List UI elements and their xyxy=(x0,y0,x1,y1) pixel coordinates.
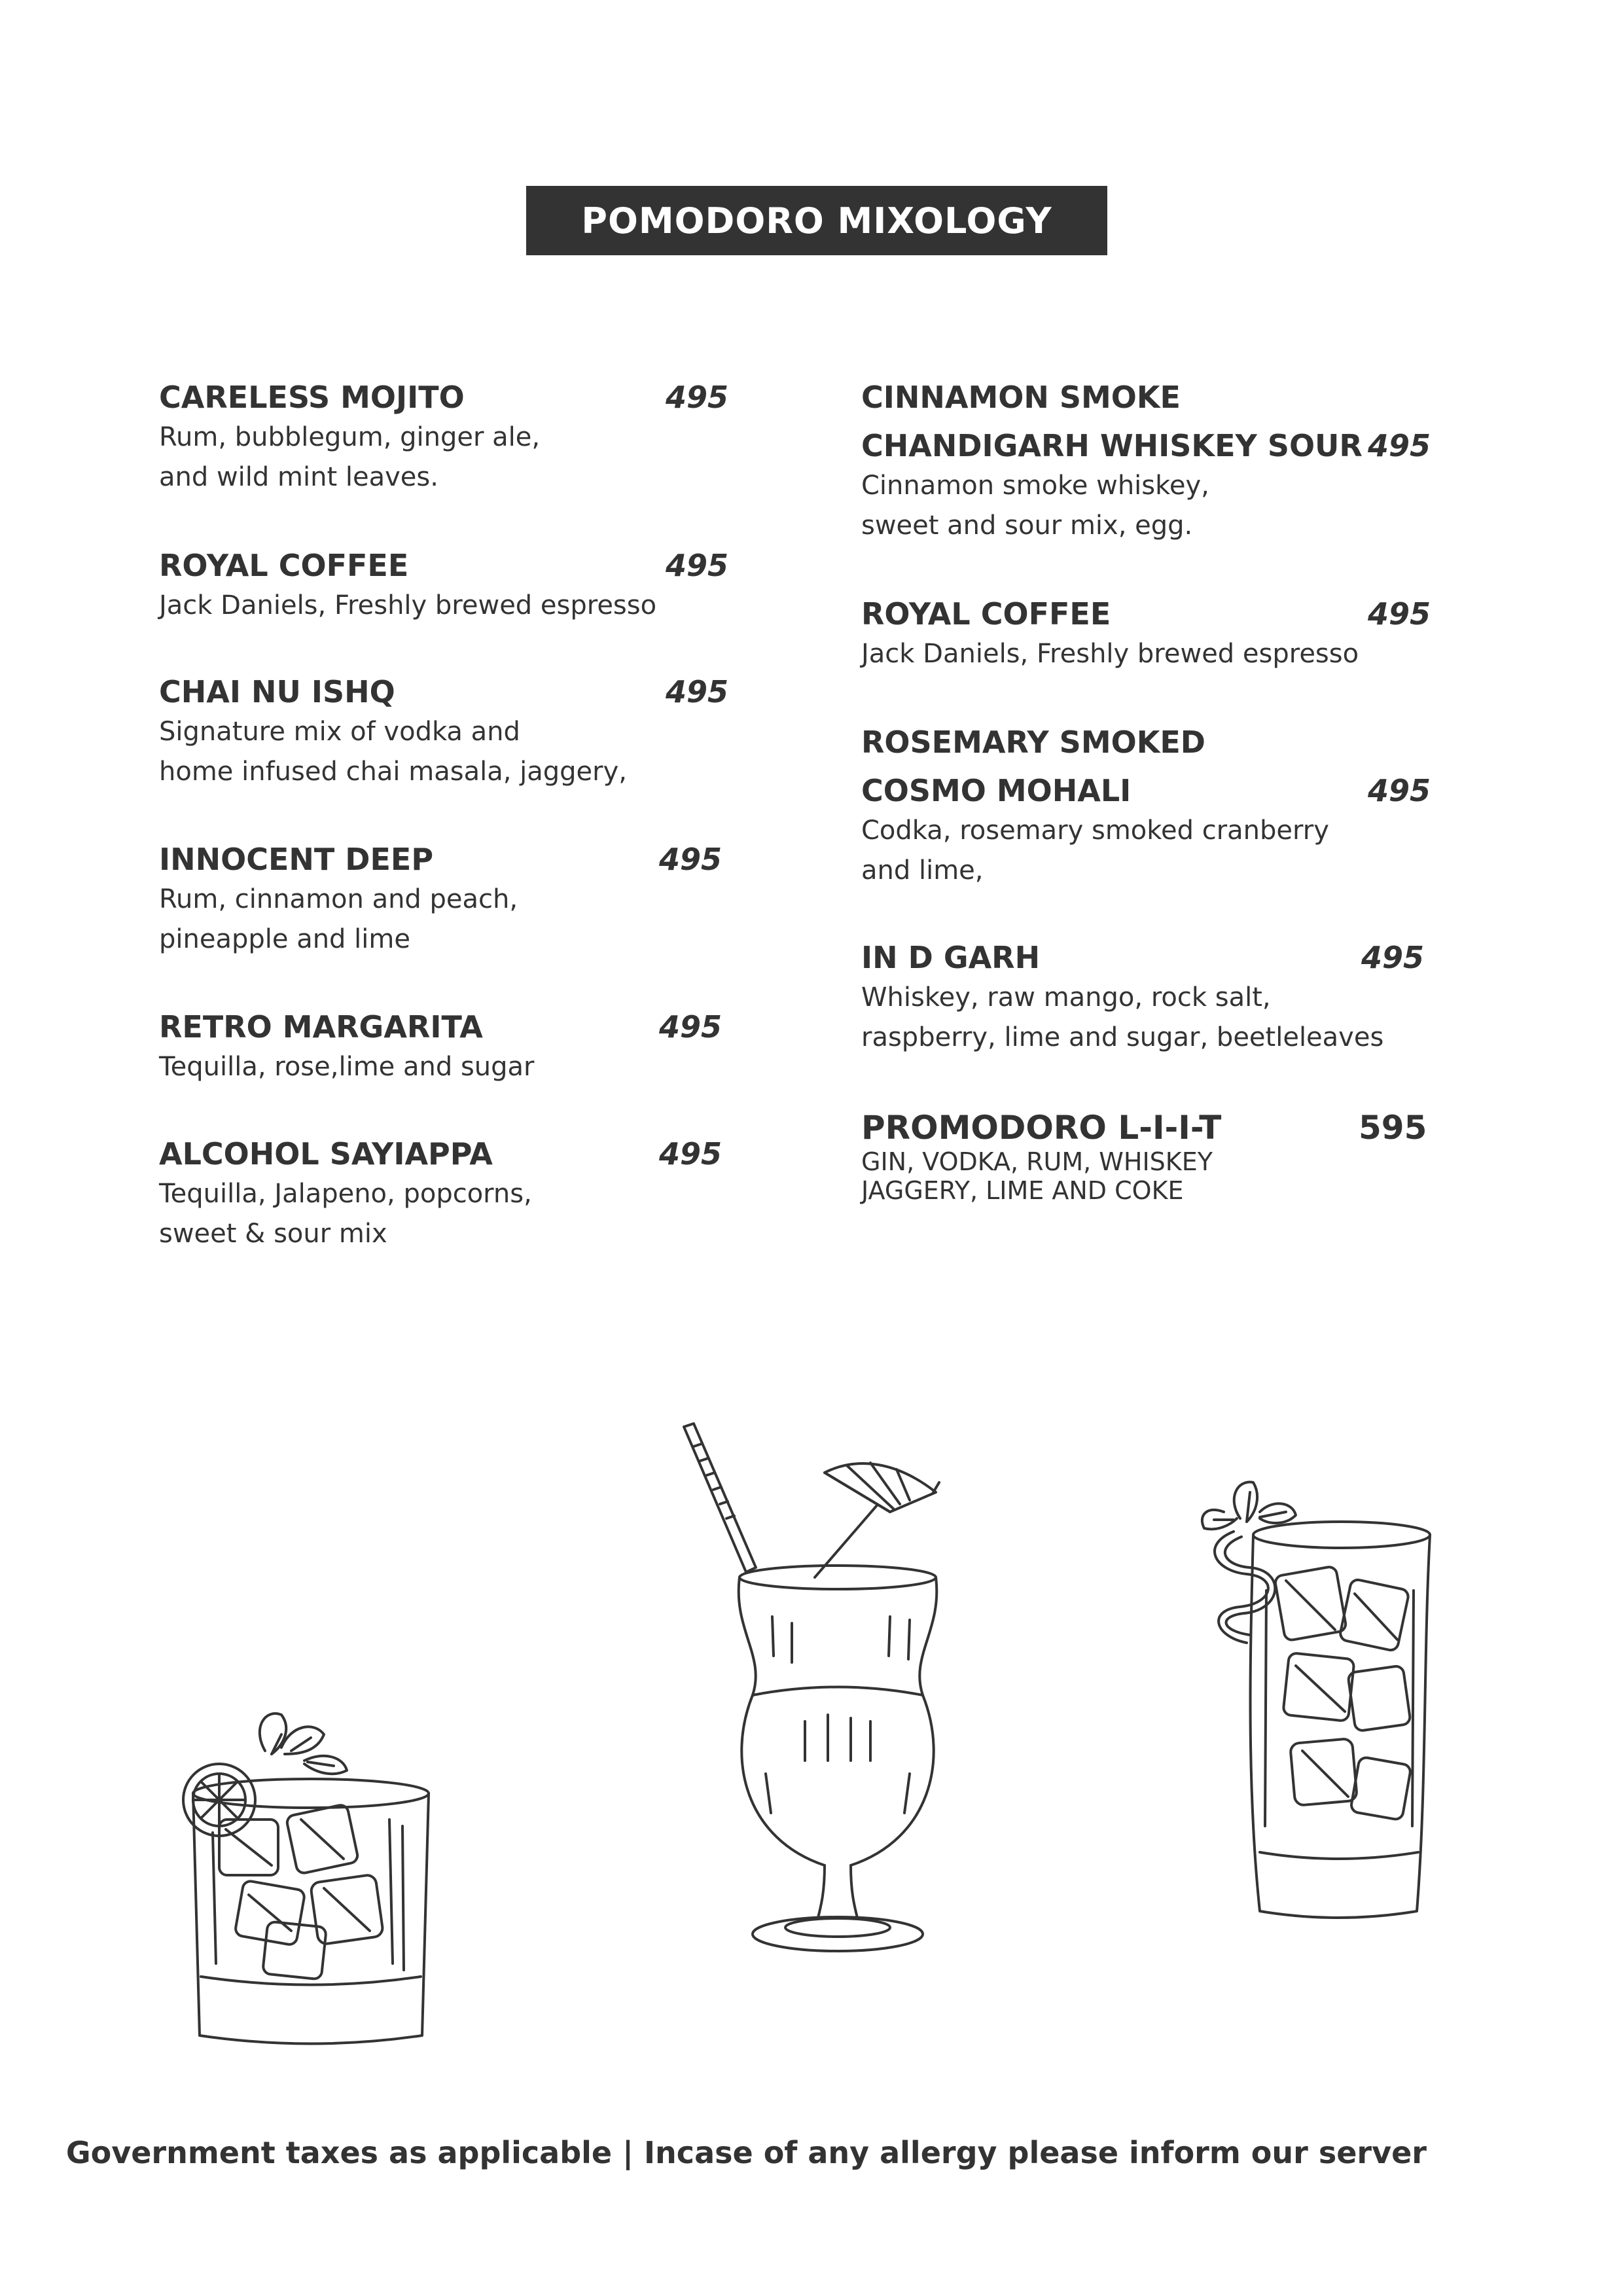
item-name: ROSEMARY SMOKED xyxy=(861,725,1205,760)
item-desc: and wild mint leaves. xyxy=(159,462,438,492)
item-name: ALCOHOL SAYIAPPA xyxy=(159,1136,493,1172)
item-price: 495 xyxy=(666,548,729,583)
item-price: 495 xyxy=(1368,773,1431,808)
item-price: 495 xyxy=(1368,596,1431,632)
menu-title-banner xyxy=(526,186,1107,255)
item-name: IN D GARH xyxy=(861,940,1041,975)
item-price: 495 xyxy=(666,674,729,709)
item-name: CARELESS MOJITO xyxy=(159,380,465,415)
hurricane-glass-icon xyxy=(674,1420,1001,1964)
item-price: 495 xyxy=(659,842,722,877)
footer-notice: Government taxes as applicable | Incase of any allergy please inform our server xyxy=(65,2135,1427,2170)
item-desc: Whiskey, raw mango, rock salt, xyxy=(861,982,1271,1013)
old-fashioned-glass-icon xyxy=(167,1689,442,2055)
item-name: PROMODORO L-I-I-T xyxy=(861,1109,1222,1147)
item-desc: pineapple and lime xyxy=(159,924,410,954)
item-desc: JAGGERY, LIME AND COKE xyxy=(861,1176,1184,1205)
item-price: 495 xyxy=(659,1009,722,1045)
item-price: 495 xyxy=(666,380,729,415)
item-name-line-2: COSMO MOHALI xyxy=(861,773,1132,808)
item-name: INNOCENT DEEP xyxy=(159,842,434,877)
item-desc: Jack Daniels, Freshly brewed espresso xyxy=(159,590,657,620)
item-desc: and lime, xyxy=(861,855,984,886)
item-desc: Cinnamon smoke whiskey, xyxy=(861,471,1209,501)
item-name: CINNAMON SMOKE xyxy=(861,380,1181,415)
tall-glass-icon xyxy=(1188,1460,1436,1931)
item-name-line-2: CHANDIGARH WHISKEY SOUR xyxy=(861,428,1363,463)
item-desc: GIN, VODKA, RUM, WHISKEY xyxy=(861,1147,1213,1176)
item-desc: Rum, cinnamon and peach, xyxy=(159,884,518,914)
item-desc: Jack Daniels, Freshly brewed espresso xyxy=(861,639,1359,669)
item-price: 495 xyxy=(659,1136,722,1172)
item-name: RETRO MARGARITA xyxy=(159,1009,483,1045)
item-desc: Signature mix of vodka and xyxy=(159,717,520,747)
item-desc: home infused chai masala, jaggery, xyxy=(159,757,627,787)
item-name: ROYAL COFFEE xyxy=(861,596,1111,632)
item-name: ROYAL COFFEE xyxy=(159,548,409,583)
item-price: 495 xyxy=(1361,940,1425,975)
item-desc: Rum, bubblegum, ginger ale, xyxy=(159,422,541,452)
item-name: CHAI NU ISHQ xyxy=(159,674,395,709)
item-desc: raspberry, lime and sugar, beetleleaves xyxy=(861,1022,1384,1052)
item-price: 595 xyxy=(1359,1109,1427,1147)
menu-title: POMODORO MIXOLOGY xyxy=(581,200,1052,242)
item-desc: sweet and sour mix, egg. xyxy=(861,511,1193,541)
item-price: 495 xyxy=(1368,428,1431,463)
item-desc: Tequilla, Jalapeno, popcorns, xyxy=(159,1179,532,1209)
item-desc: sweet & sour mix xyxy=(159,1219,387,1249)
item-desc: Codka, rosemary smoked cranberry xyxy=(861,816,1329,846)
item-desc: Tequilla, rose,lime and sugar xyxy=(159,1052,535,1082)
